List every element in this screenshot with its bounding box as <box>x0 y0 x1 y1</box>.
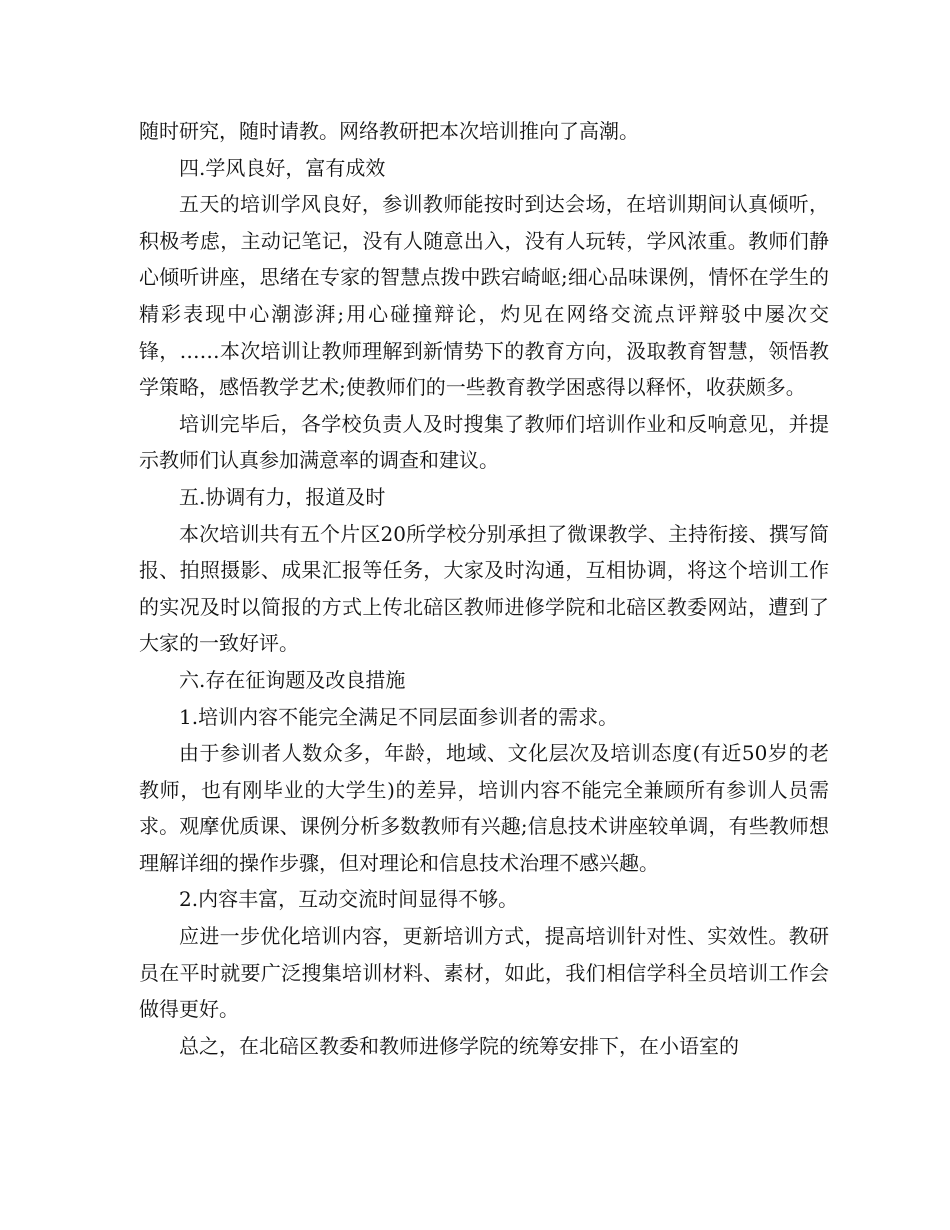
paragraph-feedback-collection: 培训完毕后，各学校负责人及时搜集了教师们培训作业和反响意见，并提示教师们认真参加满意率的调查和建议。 <box>139 411 829 473</box>
paragraph-study-atmosphere: 五天的培训学风良好，参训教师能按时到达会场，在培训期间认真倾听，积极考虑，主动记笔记，没有人随意出入，没有人玩转，学风浓重。教师们静心倾听讲座，思绪在专家的智慧点拨中跌宕崎岖;细心品味课例，情怀在学生的精彩表现中心潮澎湃;用心碰撞辩论，灼见在网络交流点评辩驳中屡次交锋，……本次培训让教师理解到新情势下的教育方向，汲取教育智慧，领悟教学策略，感悟教学艺术;使教师们的一些教育教学困惑得以释怀，收获颇多。 <box>139 192 829 400</box>
section-heading-4: 四.学风良好，富有成效 <box>179 155 386 180</box>
section-heading-5: 五.协调有力，报道及时 <box>179 484 386 509</box>
document-body <box>139 113 829 1064</box>
paragraph-continuation: 随时研究，随时请教。网络教研把本次培训推向了高潮。 <box>139 119 639 143</box>
paragraph-summary: 总之，在北碚区教委和教师进修学院的统筹安排下，在小语室的 <box>179 1033 739 1058</box>
paragraph-issue-1-detail: 由于参训者人数众多，年龄，地域、文化层次及培训态度(有近50岁的老教师，也有刚毕业的大学生)的差异，培训内容不能完全兼顾所有参训人员需求。观摩优质课、课例分析多数教师有兴趣;信息技术讲座较单调，有些教师想理解详细的操作步骤，但对理论和信息技术治理不感兴趣。 <box>139 741 829 875</box>
paragraph-coordination: 本次培训共有五个片区20所学校分别承担了微课教学、主持衔接、撰写简报、拍照摄影、成果汇报等任务，大家及时沟通，互相协调，将这个培训工作的实况及时以简报的方式上传北碚区教师进修学院和北碚区教委网站，遭到了大家的一致好评。 <box>139 521 829 656</box>
subheading-issue-1: 1.培训内容不能完全满足不同层面参训者的需求。 <box>179 704 619 729</box>
section-heading-6: 六.存在征询题及改良措施 <box>179 667 406 692</box>
paragraph-improvement: 应进一步优化培训内容，更新培训方式，提高培训针对性、实效性。教研员在平时就要广泛搜集培训材料、素材，如此，我们相信学科全员培训工作会做得更好。 <box>139 924 829 1022</box>
subheading-issue-2: 2.内容丰富，互动交流时间显得不够。 <box>179 887 519 912</box>
